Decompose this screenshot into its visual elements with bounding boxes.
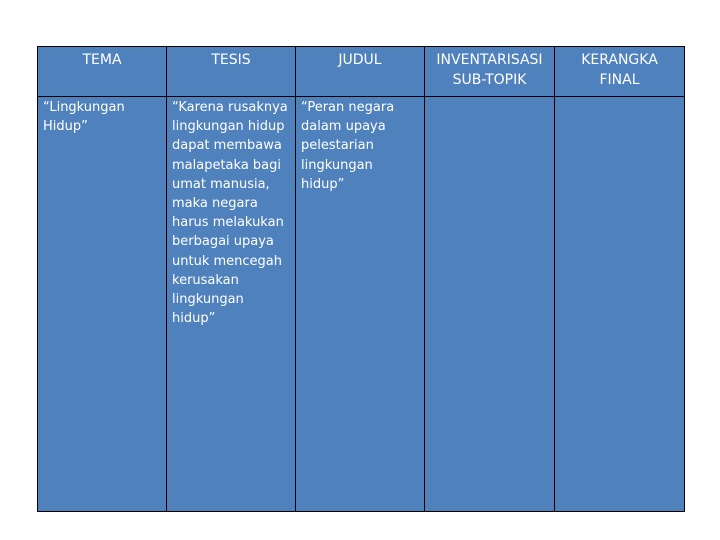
header-kerangka — [555, 47, 685, 97]
cell-tema — [38, 97, 167, 512]
cell-kerangka — [555, 97, 685, 512]
header-row — [38, 47, 685, 97]
tesis-line: hidup” — [172, 311, 216, 327]
header-tema — [38, 47, 167, 97]
judul-line: “Peran negara — [301, 100, 395, 115]
table-row — [38, 97, 685, 512]
header-tesis — [167, 47, 296, 97]
tesis-line: harus melakukan — [172, 215, 284, 231]
cell-tesis — [167, 97, 296, 512]
tesis-line: lingkungan hidup — [172, 119, 285, 135]
header-inventarisasi-line-2: SUB-TOPIK — [452, 72, 527, 88]
tesis-line: umat manusia, — [172, 176, 270, 192]
cell-judul — [296, 97, 425, 512]
tesis-line: malapetaka bagi — [172, 157, 282, 173]
header-kerangka-line-1: KERANGKA — [581, 52, 658, 68]
tema-line: “Lingkungan — [43, 100, 125, 115]
tesis-line: berbagai upaya — [172, 234, 274, 250]
header-inventarisasi — [425, 47, 555, 97]
judul-line: pelestarian — [301, 138, 374, 154]
header-inventarisasi-line-1: INVENTARISASI — [436, 52, 543, 68]
header-tema-label: TEMA — [82, 52, 122, 68]
header-kerangka-line-2: FINAL — [599, 72, 640, 88]
tesis-line: lingkungan — [172, 292, 244, 308]
tesis-line: dapat membawa — [172, 138, 282, 154]
thesis-table — [37, 46, 685, 512]
judul-line: hidup” — [301, 176, 345, 192]
tesis-line: untuk mencegah — [172, 253, 282, 269]
header-judul-label: JUDUL — [338, 52, 382, 68]
header-judul — [296, 47, 425, 97]
header-tesis-label: TESIS — [211, 52, 251, 68]
judul-line: lingkungan — [301, 157, 373, 173]
tesis-line: “Karena rusaknya — [172, 100, 288, 115]
cell-inventarisasi — [425, 97, 555, 512]
tesis-line: kerusakan — [172, 272, 239, 288]
tema-line: Hidup” — [43, 119, 88, 135]
tesis-line: maka negara — [172, 196, 258, 212]
judul-line: dalam upaya — [301, 119, 386, 135]
